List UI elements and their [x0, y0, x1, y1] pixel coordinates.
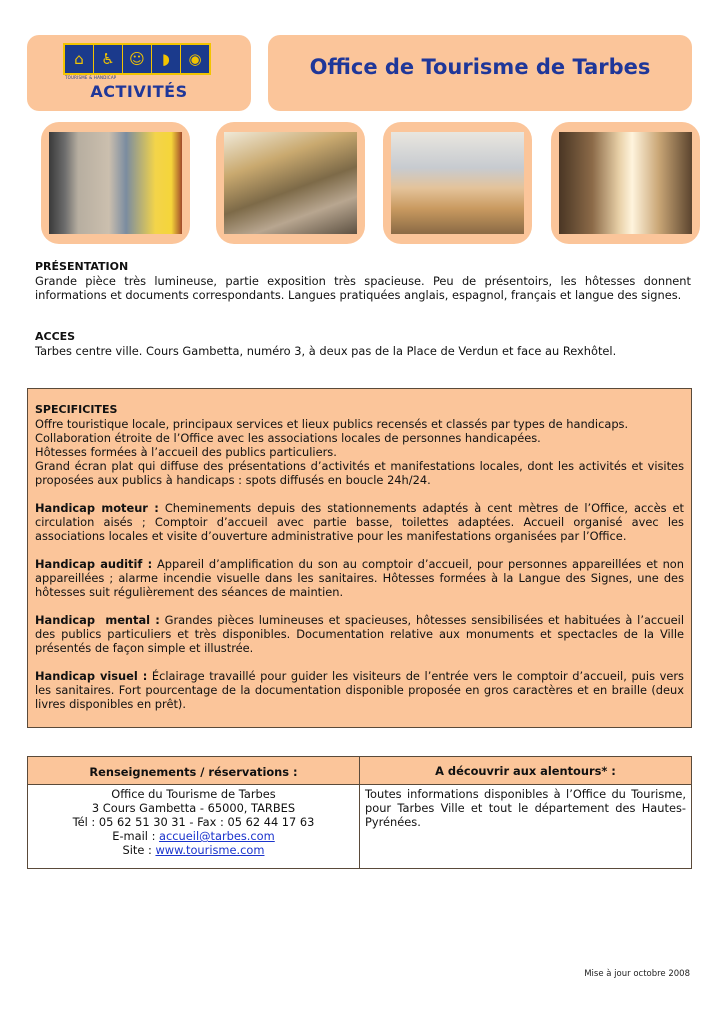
contact-email-line	[28, 829, 359, 843]
handicap-mental-paragraph	[35, 613, 684, 655]
specificites-box	[27, 388, 692, 728]
site-link[interactable]: www.tourisme.com	[155, 843, 265, 857]
handicap-auditif-paragraph	[35, 557, 684, 599]
wheelchair-icon: ♿	[94, 45, 123, 73]
site-label: Site :	[122, 843, 156, 857]
handicap-moteur-paragraph	[35, 501, 684, 543]
contact-cell	[28, 785, 360, 869]
info-table	[27, 756, 692, 869]
acces-text: Tarbes centre ville. Cours Gambetta, numéro 3, à deux pas de la Place de Verdun et face au Rexhôtel.	[35, 344, 617, 358]
email-label: E-mail :	[112, 829, 160, 843]
title-panel	[268, 35, 692, 111]
specificites-line: Offre touristique locale, principaux services et lieux publics recensés et classés par types de handicaps.	[35, 417, 629, 431]
photo-frame-corridor	[551, 122, 700, 244]
photo-reception-desk	[391, 132, 524, 234]
specificites-screen-text: Grand écran plat qui diffuse des présentations d’activités et manifestations locales, dont les activités et visites proposées aux publics à handicaps : spots diffusés en boucle 24h/24.	[35, 459, 684, 487]
face-icon: ☺	[123, 45, 152, 73]
acces-heading: ACCES	[35, 330, 76, 343]
alentours-text: Toutes informations disponibles à l’Office du Tourisme, pour Tarbes Ville et tout le département des Hautes-Pyrénées.	[365, 787, 686, 829]
section-label: ACTIVITÉS	[90, 82, 188, 101]
update-date: Mise à jour octobre 2008	[584, 969, 690, 979]
handicap-visuel-text: Éclairage travaillé pour guider les visiteurs de l’entrée vers le comptoir d’accueil, puis vers les sanitaires. Fort pourcentage de la documentation disponible proposée en gros caractères et en braille (deux livres disponibles en prêt).	[35, 669, 684, 711]
handicap-mental-text: Grandes pièces lumineuses et spacieuses, hôtesses sensibilisées et habituées à l’accueil des publics particuliers et très disponibles. Documentation relative aux monuments et spectacles de la Ville présentés de façon simple et illustrée.	[35, 613, 685, 655]
specificites-line: Collaboration étroite de l’Office avec les associations locales de personnes handicapées.	[35, 431, 541, 445]
alentours-cell	[360, 785, 692, 869]
photo-frame-street	[41, 122, 190, 244]
handicap-visuel-paragraph	[35, 669, 684, 711]
email-link[interactable]: accueil@tarbes.com	[159, 829, 275, 843]
renseignements-header: Renseignements / réservations :	[28, 757, 360, 785]
presentation-section	[35, 260, 691, 302]
presentation-heading: PRÉSENTATION	[35, 260, 129, 273]
ear-icon: ◗	[152, 45, 181, 73]
logo-panel	[27, 35, 251, 111]
acces-section	[35, 330, 691, 358]
handicap-mental-label: Handicap mental :	[35, 613, 160, 627]
handicap-auditif-text: Appareil d’amplification du son au comptoir d’accueil, pour personnes appareillées et non appareillées ; alarme incendie visuelle dans les sanitaires. Hôtesses formées à la Langue des Signes, une des hôtesses suit régulièrement des séances de maintien.	[35, 557, 684, 599]
presentation-text: Grande pièce très lumineuse, partie exposition très spacieuse. Peu de présentoirs, les hôtesses donnent informations et documents correspondants. Langues pratiquées anglais, espagnol, français et langue des signes.	[35, 274, 691, 302]
specificites-line: Hôtesses formées à l’accueil des publics particuliers.	[35, 445, 337, 459]
photo-frame-desk	[383, 122, 532, 244]
eye-icon: ◉	[188, 50, 202, 68]
contact-phone: Tél : 05 62 51 30 31 - Fax : 05 62 44 17 63	[72, 815, 315, 829]
handicap-auditif-label: Handicap auditif :	[35, 557, 153, 571]
contact-site-line	[28, 843, 359, 857]
contact-name: Office du Tourisme de Tarbes	[111, 787, 276, 801]
tourisme-handicap-logo	[63, 43, 211, 75]
photo-exhibition-hall	[224, 132, 357, 234]
contact-address: 3 Cours Gambetta - 65000, TARBES	[91, 801, 296, 815]
alentours-header: A découvrir aux alentours* :	[360, 757, 692, 785]
logo-caption: TOURISME & HANDICAP	[65, 75, 117, 80]
handicap-moteur-label: Handicap moteur :	[35, 501, 159, 515]
house-icon: ⌂	[65, 45, 94, 73]
handicap-visuel-label: Handicap visuel :	[35, 669, 148, 683]
photo-street-entrance	[49, 132, 182, 234]
specificites-heading: SPECIFICITES	[35, 403, 118, 416]
photo-corridor	[559, 132, 692, 234]
page-title: Office de Tourisme de Tarbes	[309, 55, 651, 79]
handicap-moteur-text: Cheminements depuis des stationnements adaptés à cent mètres de l’Office, accès et circulation aisés ; Comptoir d’accueil avec partie basse, toilettes adaptées. Accueil organisé avec les associations locales et visite d’ouverture administrative pour les manifestations organisées par l’Office.	[35, 501, 684, 543]
photo-frame-exhibition	[216, 122, 365, 244]
